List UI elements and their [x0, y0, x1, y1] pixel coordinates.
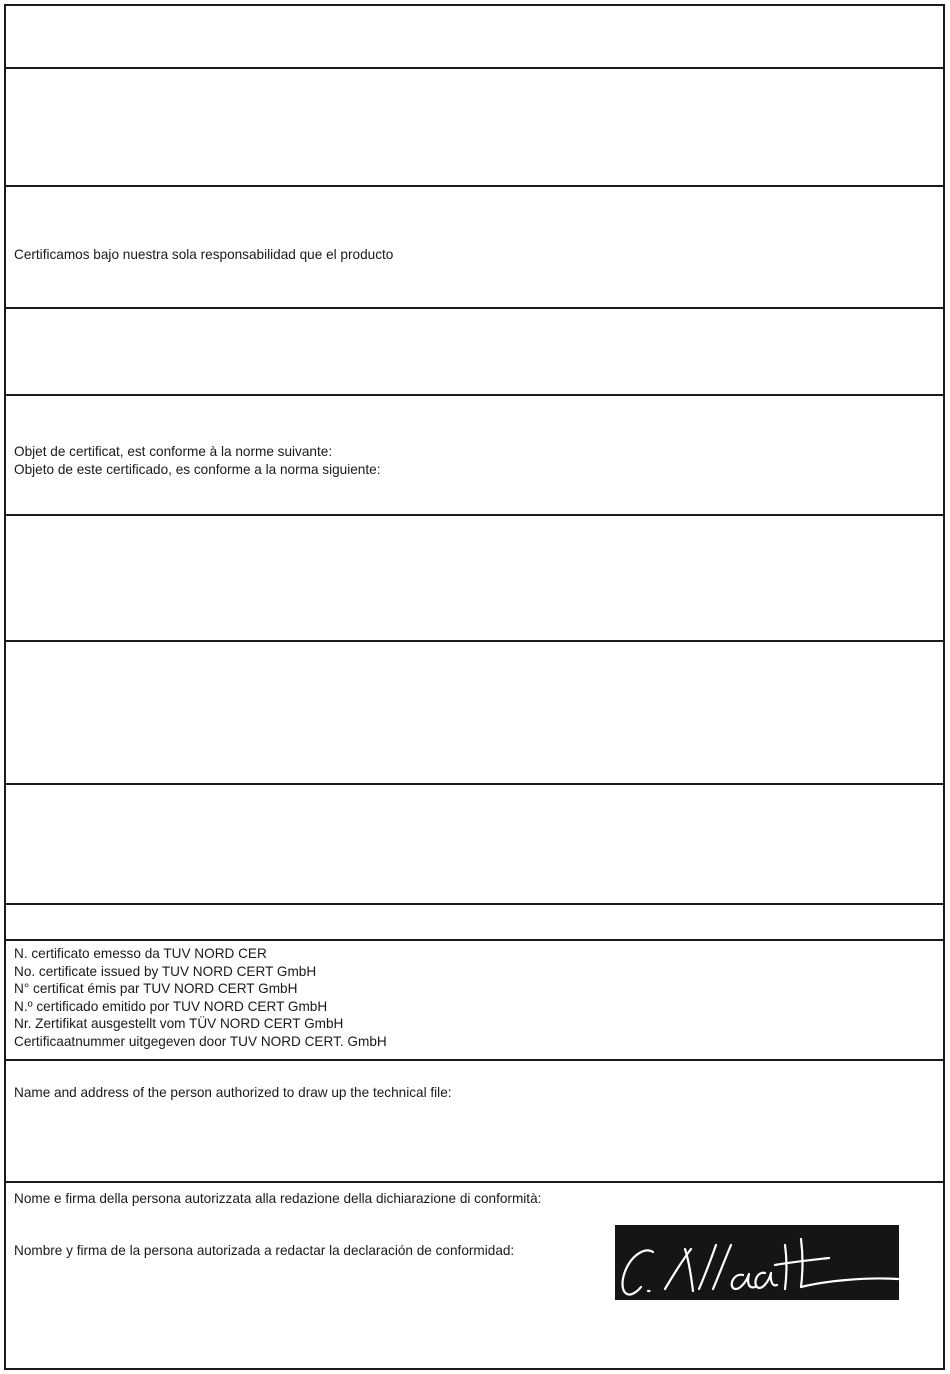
signatory-label-es: Nombre y firma de la persona autorizada a redactar la declaración de conformidad:: [14, 1243, 515, 1258]
standard-statement-text: [14, 443, 380, 478]
product-row: [6, 307, 943, 396]
manufacturer-row: [6, 67, 943, 187]
certificate-line: N° certificat émis par TUV NORD CERT GmbH: [14, 981, 298, 996]
certificate-line: Certificaatnummer uitgegeven door TUV NORD CERT. GmbH: [14, 1033, 387, 1049]
declaration-form: [4, 4, 945, 1370]
technical-file-label: Name and address of the person authorized to draw up the technical file:: [14, 1085, 452, 1100]
signatory-row: [6, 1181, 943, 1368]
certificate-issuer-text: [14, 945, 387, 1050]
handwritten-signature-icon: [615, 1225, 899, 1300]
certificate-line: No. certificate issued by TUV NORD CERT GmbH: [14, 963, 317, 979]
product-statement-row: [6, 185, 943, 309]
certificate-line: Nr. Zertifikat ausgestellt vom TÜV NORD CERT GmbH: [14, 1016, 344, 1031]
product-statement-text: Certificamos bajo nuestra sola responsabilidad que el producto: [14, 247, 394, 262]
technical-file-row: [6, 1059, 943, 1183]
notified-body-row: [6, 783, 943, 905]
standard-statement-es: Objeto de este certificado, es conforme a la norma siguiente:: [14, 461, 381, 477]
certificate-issuer-row: [6, 939, 943, 1061]
standard-row: [6, 514, 943, 642]
certificate-line: N.º certificado emitido por TUV NORD CERT GmbH: [14, 998, 328, 1014]
standard-statement-fr: Objet de certificat, est conforme à la norme suivante:: [14, 444, 333, 459]
signature-image: [615, 1225, 899, 1300]
header-row: [6, 6, 943, 69]
certificate-line: N. certificato emesso da TUV NORD CER: [14, 946, 267, 961]
directive-row: [6, 640, 943, 785]
signatory-label-it: Nome e firma della persona autorizzata alla redazione della dichiarazione di conformità:: [14, 1191, 542, 1206]
certificate-number-row: [6, 903, 943, 941]
standard-statement-row: [6, 394, 943, 516]
